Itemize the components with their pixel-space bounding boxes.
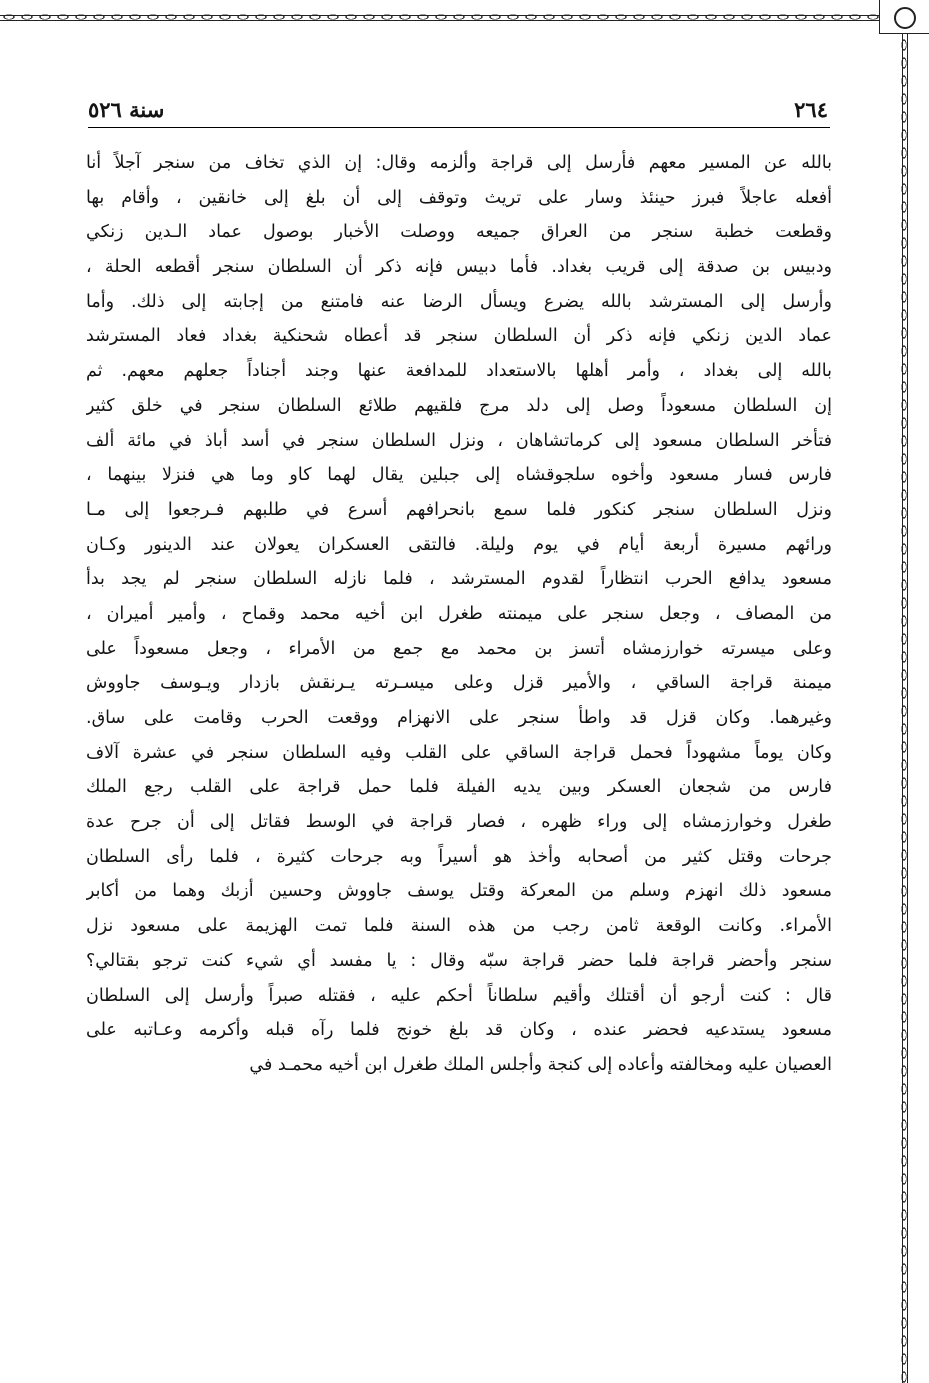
text-line: وقطعت خطبة سنجر من العراق جميعه ووصلت الأخبار بوصول عماد الـدين زنكي xyxy=(86,222,832,243)
ornamental-border-top xyxy=(0,0,929,34)
text-line: من المصاف ، وجعل سنجر على ميمنته طغرل ابن أخيه محمد وقماح ، وأمير أميران ، xyxy=(86,603,832,624)
text-line: وأرسل إلى المسترشد بالله يضرع ويسأل الرضا عنه فامتنع من إجابته إلى ذلك. وأما xyxy=(86,291,832,312)
text-line: سنجر وأحضر قراجة فلما حضر قراجة سبّه وقال : يا مفسد أي شيء كنت ترجو بقتالي؟ xyxy=(86,950,832,971)
text-line: فارس فسار مسعود وأخوه سلجوقشاه إلى جبلين يقال لهما كاو وما هي فنزلا بينهما ، xyxy=(86,465,832,486)
text-line: وغيرهما. وكان قزل قد واطأ سنجر على الانهزام ووقعت الحرب وقامت على ساق. xyxy=(86,708,832,728)
text-line: ونزل السلطان سنجر كنكور فلما سمع بانحرافهم أسرع في طلبهم فـرجعوا إلى مـا xyxy=(86,499,832,520)
text-line: عماد الدين زنكي فإنه ذكر أن السلطان سنجر قد أعطاه شحنكية بغداد فعاد المسترشد xyxy=(86,326,832,347)
text-line: فارس من شجعان العسكر وبين يديه الفيلة فلما حمل قراجة على القلب رجع الملك xyxy=(86,777,832,798)
text-line: الأمراء. وكانت الوقعة ثامن رجب من هذه السنة فلما تمت الهزيمة على مسعود نزل xyxy=(86,916,832,937)
text-line: ودبيس بن صدقة إلى قريب بغداد. فأما دبيس فإنه ذكر أن السلطان سنجر أقطعه الحلة ، xyxy=(86,257,832,278)
text-line: أفعله عاجلاً فبرز حينئذ وسار على تريث وتوقف إلى أن بلغ إلى خانقين ، وأقام بها xyxy=(86,187,832,208)
text-line: وكان يوماً مشهوداً فحمل قراجة الساقي على القلب وفيه السلطان سنجر في عشرة آلاف xyxy=(86,742,832,763)
body-text xyxy=(86,146,832,1083)
text-line: فتأخر السلطان مسعود إلى كرماتشاهان ، ونزل السلطان سنجر في أسد أباذ في مائة ألف xyxy=(86,430,832,451)
text-line: مسعود ذلك انهزم وسلم من المعركة وقتل يوسف جاووش وحسين أزبك وهما من أكابر xyxy=(86,881,832,902)
ornamental-border-right xyxy=(879,0,929,1383)
text-line: قال : كنت أرجو أن أقتلك وأقيم سلطاناً أحكم عليه ، فقتله صبراً وأرسل إلى السلطان xyxy=(86,985,832,1006)
text-line: العصيان عليه ومخالفته وأعاده إلى كنجة وأجلس الملك طغرل ابن أخيه محمـد في xyxy=(249,1054,832,1075)
running-title: سنة ٥٢٦ xyxy=(88,96,165,122)
ornamental-border-corner xyxy=(879,0,929,34)
text-line: ورائهم مسيرة أربعة أيام في يوم وليلة. فالتقى العسكران يعولان عند الدينور وكـان xyxy=(86,534,832,555)
page-header xyxy=(88,95,828,123)
text-line: مسعود يدافع الحرب انتظاراً لقدوم المسترشد ، فلما نازله السلطان سنجر لم يجد بدأ xyxy=(86,569,832,590)
text-line: جرحات وقتل كثير من أصحابه وأخذ هو أسيراً وبه جرحات كثيرة ، فلما رأى السلطان xyxy=(86,846,832,867)
text-line: بالله عن المسير معهم فأرسل إلى قراجة وألزمه وقال: إن الذي تخاف من سنجر آجلاً أنا xyxy=(86,153,832,173)
text-line: إن السلطان مسعوداً وصل إلى دلد مرج فلقيهم طلائع السلطان سنجر في خلق كثير xyxy=(86,395,832,416)
text-line: وعلى ميسرته خوارزمشاه أتسز بن محمد مع جمع من الأمراء ، وجعل مسعوداً على xyxy=(86,638,832,659)
text-line: ميمنة قراجة الساقي ، والأمير قزل وعلى ميسـرته يـرنقش بازدار ويـوسف جاووش xyxy=(86,673,832,694)
text-line: بالله إلى بغداد ، وأمر أهلها بالاستعداد للمدافعة عنها وجند أجناداً جعلهم معهم. ثم xyxy=(86,361,832,382)
page-number: ٢٦٤ xyxy=(794,96,828,122)
text-line: طغرل وخوارزمشاه إلى وراء ظهره ، فصار قراجة في الوسط فقاتل إلى أن جرح عدة xyxy=(86,812,832,833)
text-line: مسعود يستدعيه فحضر عنده ، وكان قد بلغ خونج فلما رآه قبله وأكرمه وعـاتبه على xyxy=(86,1020,832,1041)
header-rule xyxy=(88,127,830,128)
